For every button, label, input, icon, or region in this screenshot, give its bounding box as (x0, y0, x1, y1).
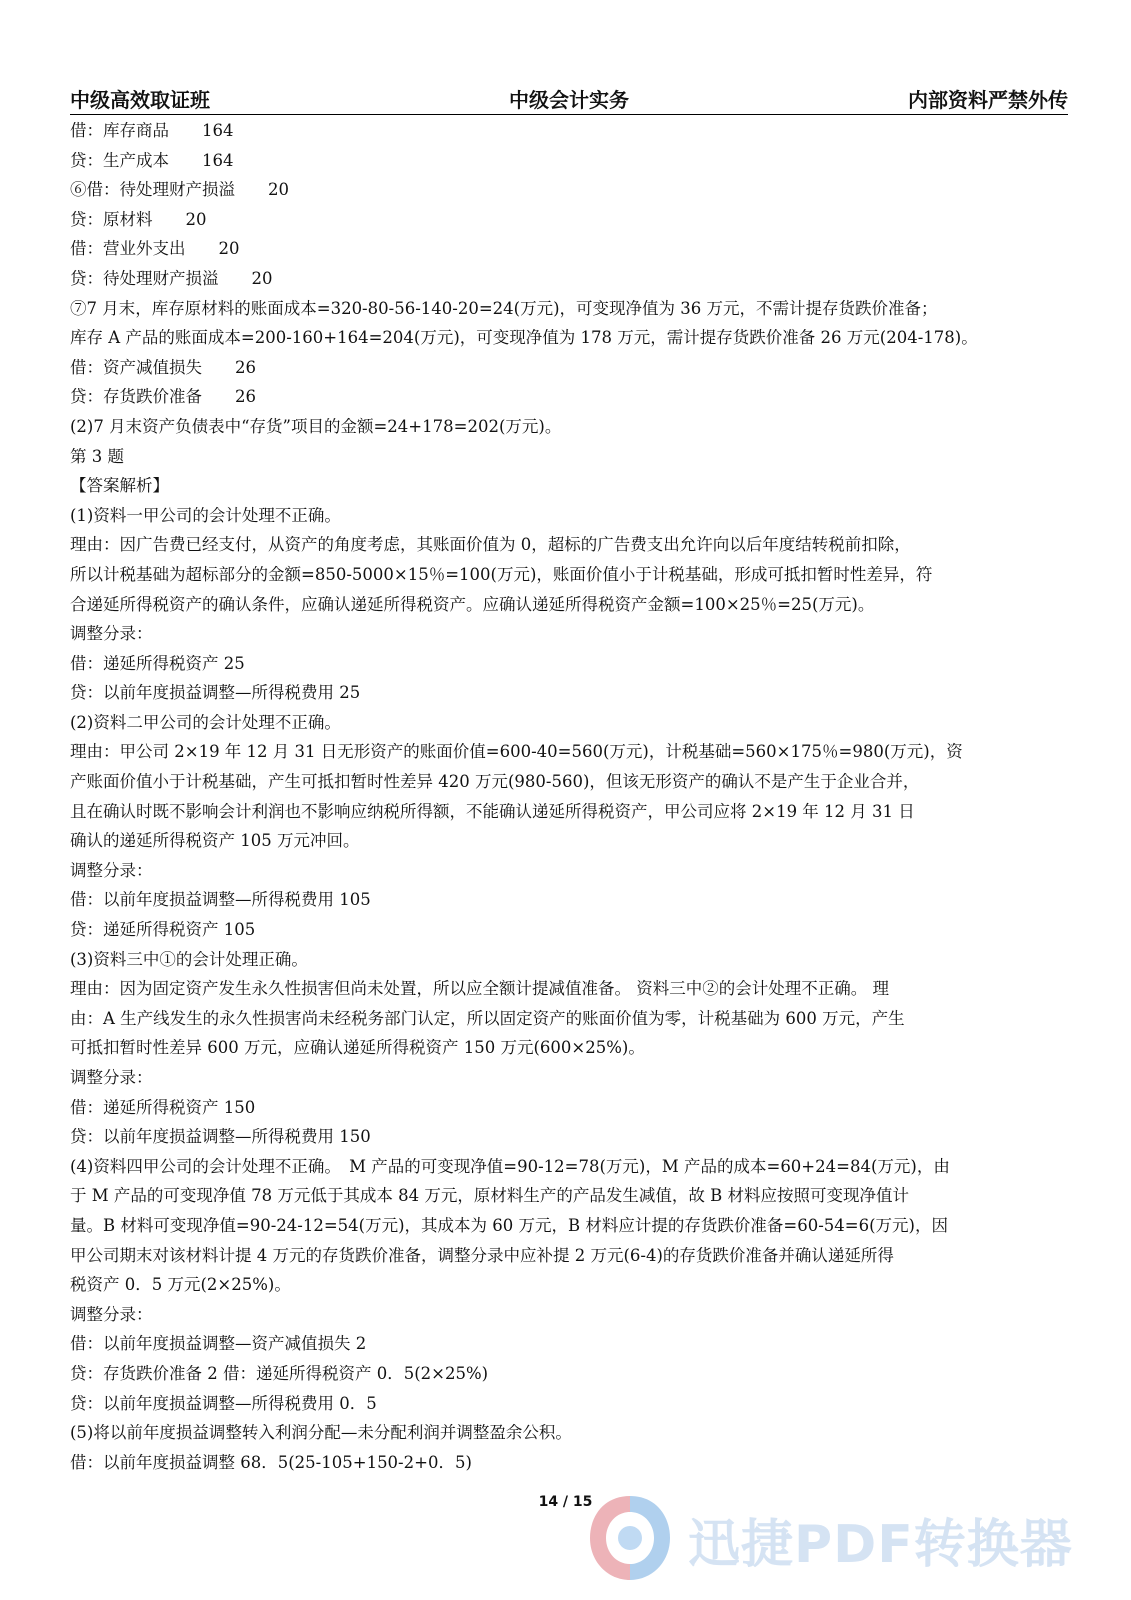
watermark-text: 迅捷PDF转换器 (688, 1515, 1073, 1575)
text-line: 借：以前年度损益调整—资产减值损失 2 (70, 1334, 367, 1354)
header-subject: 中级会计实务 (509, 88, 629, 112)
text-line: (2)7 月末资产负债表中“存货”项目的金额=24+178=202(万元)。 (70, 416, 562, 436)
text-line: 于 M 产品的可变现净值 78 万元低于其成本 84 万元，原材料生产的产品发生减值，故 B 材料应按照可变现净值计 (70, 1186, 909, 1206)
text-line: 量。B 材料可变现净值=90-24-12=54(万元)，其成本为 60 万元，B 材料应计提的存货跌价准备=60-54=6(万元)，因 (70, 1215, 948, 1235)
text-line: 【答案解析】 (70, 476, 169, 496)
text-line: 调整分录： (70, 1068, 153, 1087)
pdf-converter-logo-icon (584, 1488, 676, 1588)
text-line: 贷：存货跌价准备 26 (70, 387, 256, 407)
text-line: 理由：甲公司 2×19 年 12 月 31 日无形资产的账面价值=600-40=560(万元)，计税基础=560×175％=980(万元)，资 (70, 742, 963, 762)
text-line: (1)资料一甲公司的会计处理不正确。 (70, 505, 341, 525)
text-line: 第 3 题 (70, 446, 124, 466)
text-line: 税资产 0．5 万元(2×25%)。 (70, 1275, 291, 1295)
text-line: 贷：递延所得税资产 105 (70, 920, 256, 940)
page-number: 14 / 15 (538, 1494, 593, 1510)
text-line: 借：资产减值损失 26 (70, 357, 256, 377)
text-line: 借：以前年度损益调整 68．5(25-105+150-2+0．5) (70, 1452, 472, 1472)
text-line: 借：营业外支出 20 (70, 239, 240, 259)
text-line: 且在确认时既不影响会计利润也不影响应纳税所得额，不能确认递延所得税资产，甲公司应将 2×19 年 12 月 31 日 (70, 801, 915, 821)
text-line: 贷：以前年度损益调整—所得税费用 0．5 (70, 1393, 377, 1413)
text-line: (3)资料三中①的会计处理正确。 (70, 949, 308, 969)
text-line: 甲公司期末对该材料计提 4 万元的存货跌价准备，调整分录中应补提 2 万元(6-4)的存货跌价准备并确认递延所得 (70, 1245, 894, 1265)
page-header (70, 82, 1068, 115)
text-line: 理由：因广告费已经支付，从资产的角度考虑，其账面价值为 0，超标的广告费支出允许向以后年度结转税前扣除， (70, 535, 911, 555)
header-course: 中级高效取证班 (70, 88, 210, 112)
text-line: (4)资料四甲公司的会计处理不正确。 M 产品的可变现净值=90-12=78(万元)，M 产品的成本=60+24=84(万元)，由 (70, 1156, 950, 1176)
text-line: (2)资料二甲公司的会计处理不正确。 (70, 712, 341, 732)
text-line: 贷：生产成本 164 (70, 150, 234, 170)
text-line: 理由：因为固定资产发生永久性损害但尚未处置，所以应全额计提减值准备。 资料三中②的会计处理不正确。 理 (70, 979, 889, 999)
text-line: 由：A 生产线发生的永久性损害尚未经税务部门认定，所以固定资产的账面价值为零，计税基础为 600 万元，产生 (70, 1008, 905, 1028)
text-line: ⑥借：待处理财产损溢 20 (70, 180, 289, 200)
text-line: 所以计税基础为超标部分的金额=850-5000×15％=100(万元)，账面价值小于计税基础，形成可抵扣暂时性差异，符 (70, 564, 933, 584)
text-line: 借：递延所得税资产 25 (70, 653, 245, 673)
text-line: 可抵扣暂时性差异 600 万元，应确认递延所得税资产 150 万元(600×25%)。 (70, 1038, 645, 1058)
text-line: 库存 A 产品的账面成本=200-160+164=204(万元)，可变现净值为 178 万元，需计提存货跌价准备 26 万元(204-178)。 (70, 328, 978, 348)
text-line: 调整分录： (70, 624, 153, 644)
text-line: ⑦7 月末，库存原材料的账面成本=320-80-56-140-20=24(万元)，可变现净值为 36 万元，不需计提存货跌价准备； (70, 298, 938, 318)
text-line: 贷：待处理财产损溢 20 (70, 268, 273, 288)
text-line: 调整分录： (70, 860, 153, 880)
text-line: 贷：以前年度损益调整—所得税费用 150 (70, 1127, 371, 1147)
text-line: 借：递延所得税资产 150 (70, 1097, 256, 1117)
text-line: 借：以前年度损益调整—所得税费用 105 (70, 890, 371, 910)
header-notice: 内部资料严禁外传 (908, 88, 1068, 112)
document-body (70, 116, 1068, 1477)
text-line: 确认的递延所得税资产 105 万元冲回。 (70, 831, 360, 851)
text-line: 调整分录： (70, 1304, 153, 1324)
text-line: 贷：以前年度损益调整—所得税费用 25 (70, 683, 361, 703)
text-line: 贷：原材料 20 (70, 209, 207, 229)
text-line: 借：库存商品 164 (70, 121, 234, 140)
text-line: 贷：存货跌价准备 2 借：递延所得税资产 0．5(2×25%) (70, 1363, 489, 1383)
text-line: 合递延所得税资产的确认条件，应确认递延所得税资产。应确认递延所得税资产金额=100×25％=25(万元)。 (70, 594, 875, 614)
text-line: 产账面价值小于计税基础，产生可抵扣暂时性差异 420 万元(980-560)，但该无形资产的确认不是产生于企业合并， (70, 772, 920, 792)
text-line: (5)将以前年度损益调整转入利润分配—未分配利润并调整盈余公积。 (70, 1423, 572, 1443)
watermark (584, 1488, 1104, 1588)
